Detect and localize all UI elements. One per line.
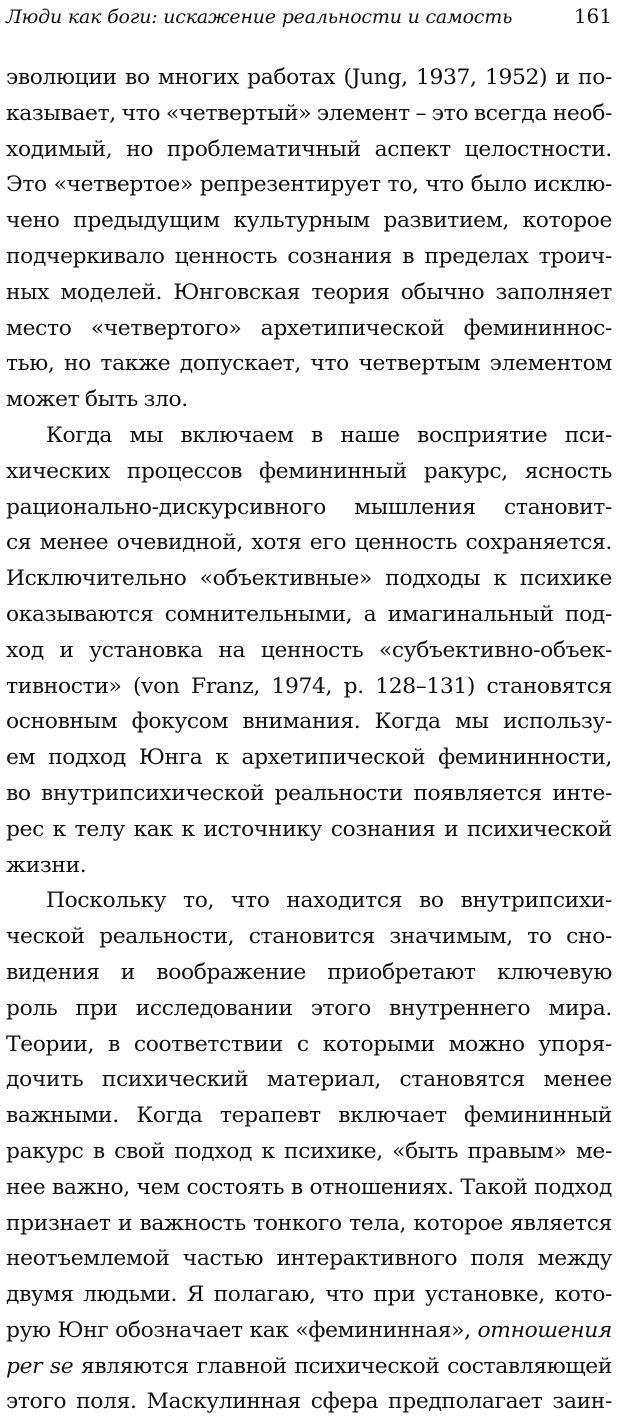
text-line: неотъемлемой частью интерактивного поля между [6, 1246, 612, 1272]
text-segment: рую Юнг обозначает как «фемининная», [6, 1317, 478, 1343]
text-line: ходимый, но проблематичный аспект целостности. [6, 136, 612, 162]
text-line: роль при исследовании этого внутреннего мира. [6, 995, 612, 1021]
text-line: дочить психический материал, становятся менее [6, 1067, 612, 1093]
italic-term: per se [6, 1353, 74, 1379]
text-line: видения и воображение приобретают ключевую [6, 959, 612, 985]
text-line: признает и важность тонкого тела, которое является [6, 1210, 612, 1236]
text-line: Теории, в соответствии с которыми можно упоря- [6, 1031, 612, 1057]
text-line: жизни. [6, 852, 87, 878]
text-line: основным фокусом внимания. Когда мы использу- [6, 709, 612, 735]
text-line: чено предыдущим культурным развитием, которое [6, 208, 612, 234]
text-line: ных моделей. Юнговская теория обычно заполняет [6, 279, 612, 305]
text-line: хических процессов фемининный ракурс, ясность [6, 458, 612, 484]
text-line: тью, но также допускает, что четвертым элементом [6, 351, 612, 377]
text-line: рационально-дискурсивного мышления становит- [6, 494, 612, 520]
text-line: может быть зло. [6, 387, 188, 413]
text-line: эволюции во многих работах (Jung, 1937, 1952) и по- [6, 65, 612, 90]
text-segment: являются главной психической составляющей [73, 1353, 612, 1379]
body-text [6, 60, 612, 1420]
text-line: ракурс в свой подход к психике, «быть правым» ме- [6, 1138, 612, 1164]
text-line: подчеркивало ценность сознания в пределах троич- [6, 243, 612, 269]
running-title: Люди как боги: искажение реальности и самость [6, 6, 513, 28]
text-line: ем подход Юнга к архетипической фемининности, [6, 745, 612, 771]
text-line: двумя людьми. Я полагаю, что при установке, кото- [6, 1282, 612, 1308]
text-line: во внутрипсихической реальности появляется инте- [6, 780, 612, 806]
text-line-with-italics [6, 1313, 612, 1349]
page-number: 161 [573, 4, 612, 28]
text-line: казывает, что «четвертый» элемент – это всегда необ- [6, 100, 612, 126]
text-line: важными. Когда терапевт включает фемининный [6, 1103, 612, 1129]
text-line: тивности» (von Franz, 1974, p. 128–131) становятся [6, 673, 612, 699]
running-head [6, 4, 612, 34]
text-line: Поскольку то, что находится во внутрипсихи- [46, 888, 612, 914]
text-line-with-italics [6, 1349, 612, 1385]
italic-term: отношения [477, 1317, 612, 1343]
text-line: Это «четвертое» репрезентирует то, что было исклю- [6, 172, 612, 198]
text-line: этого поля. Маскулинная сфера предполагает заин- [6, 1389, 612, 1415]
text-line: рес к телу как к источнику сознания и психической [6, 816, 612, 842]
text-line: ся менее очевидной, хотя его ценность сохраняется. [6, 530, 612, 556]
text-line: ческой реальности, становится значимым, то сно- [6, 924, 612, 950]
text-line: Когда мы включаем в наше восприятие пси- [46, 422, 612, 448]
text-line: оказываются сомнительными, а имагинальный под- [6, 601, 612, 627]
text-line: Исключительно «объективные» подходы к психике [6, 566, 612, 592]
text-line: место «четвертого» архетипической фемининнос- [6, 315, 612, 341]
text-line: нее важно, чем состоять в отношениях. Такой подход [6, 1174, 612, 1200]
text-line: ход и установка на ценность «субъективно-объек- [6, 637, 612, 663]
